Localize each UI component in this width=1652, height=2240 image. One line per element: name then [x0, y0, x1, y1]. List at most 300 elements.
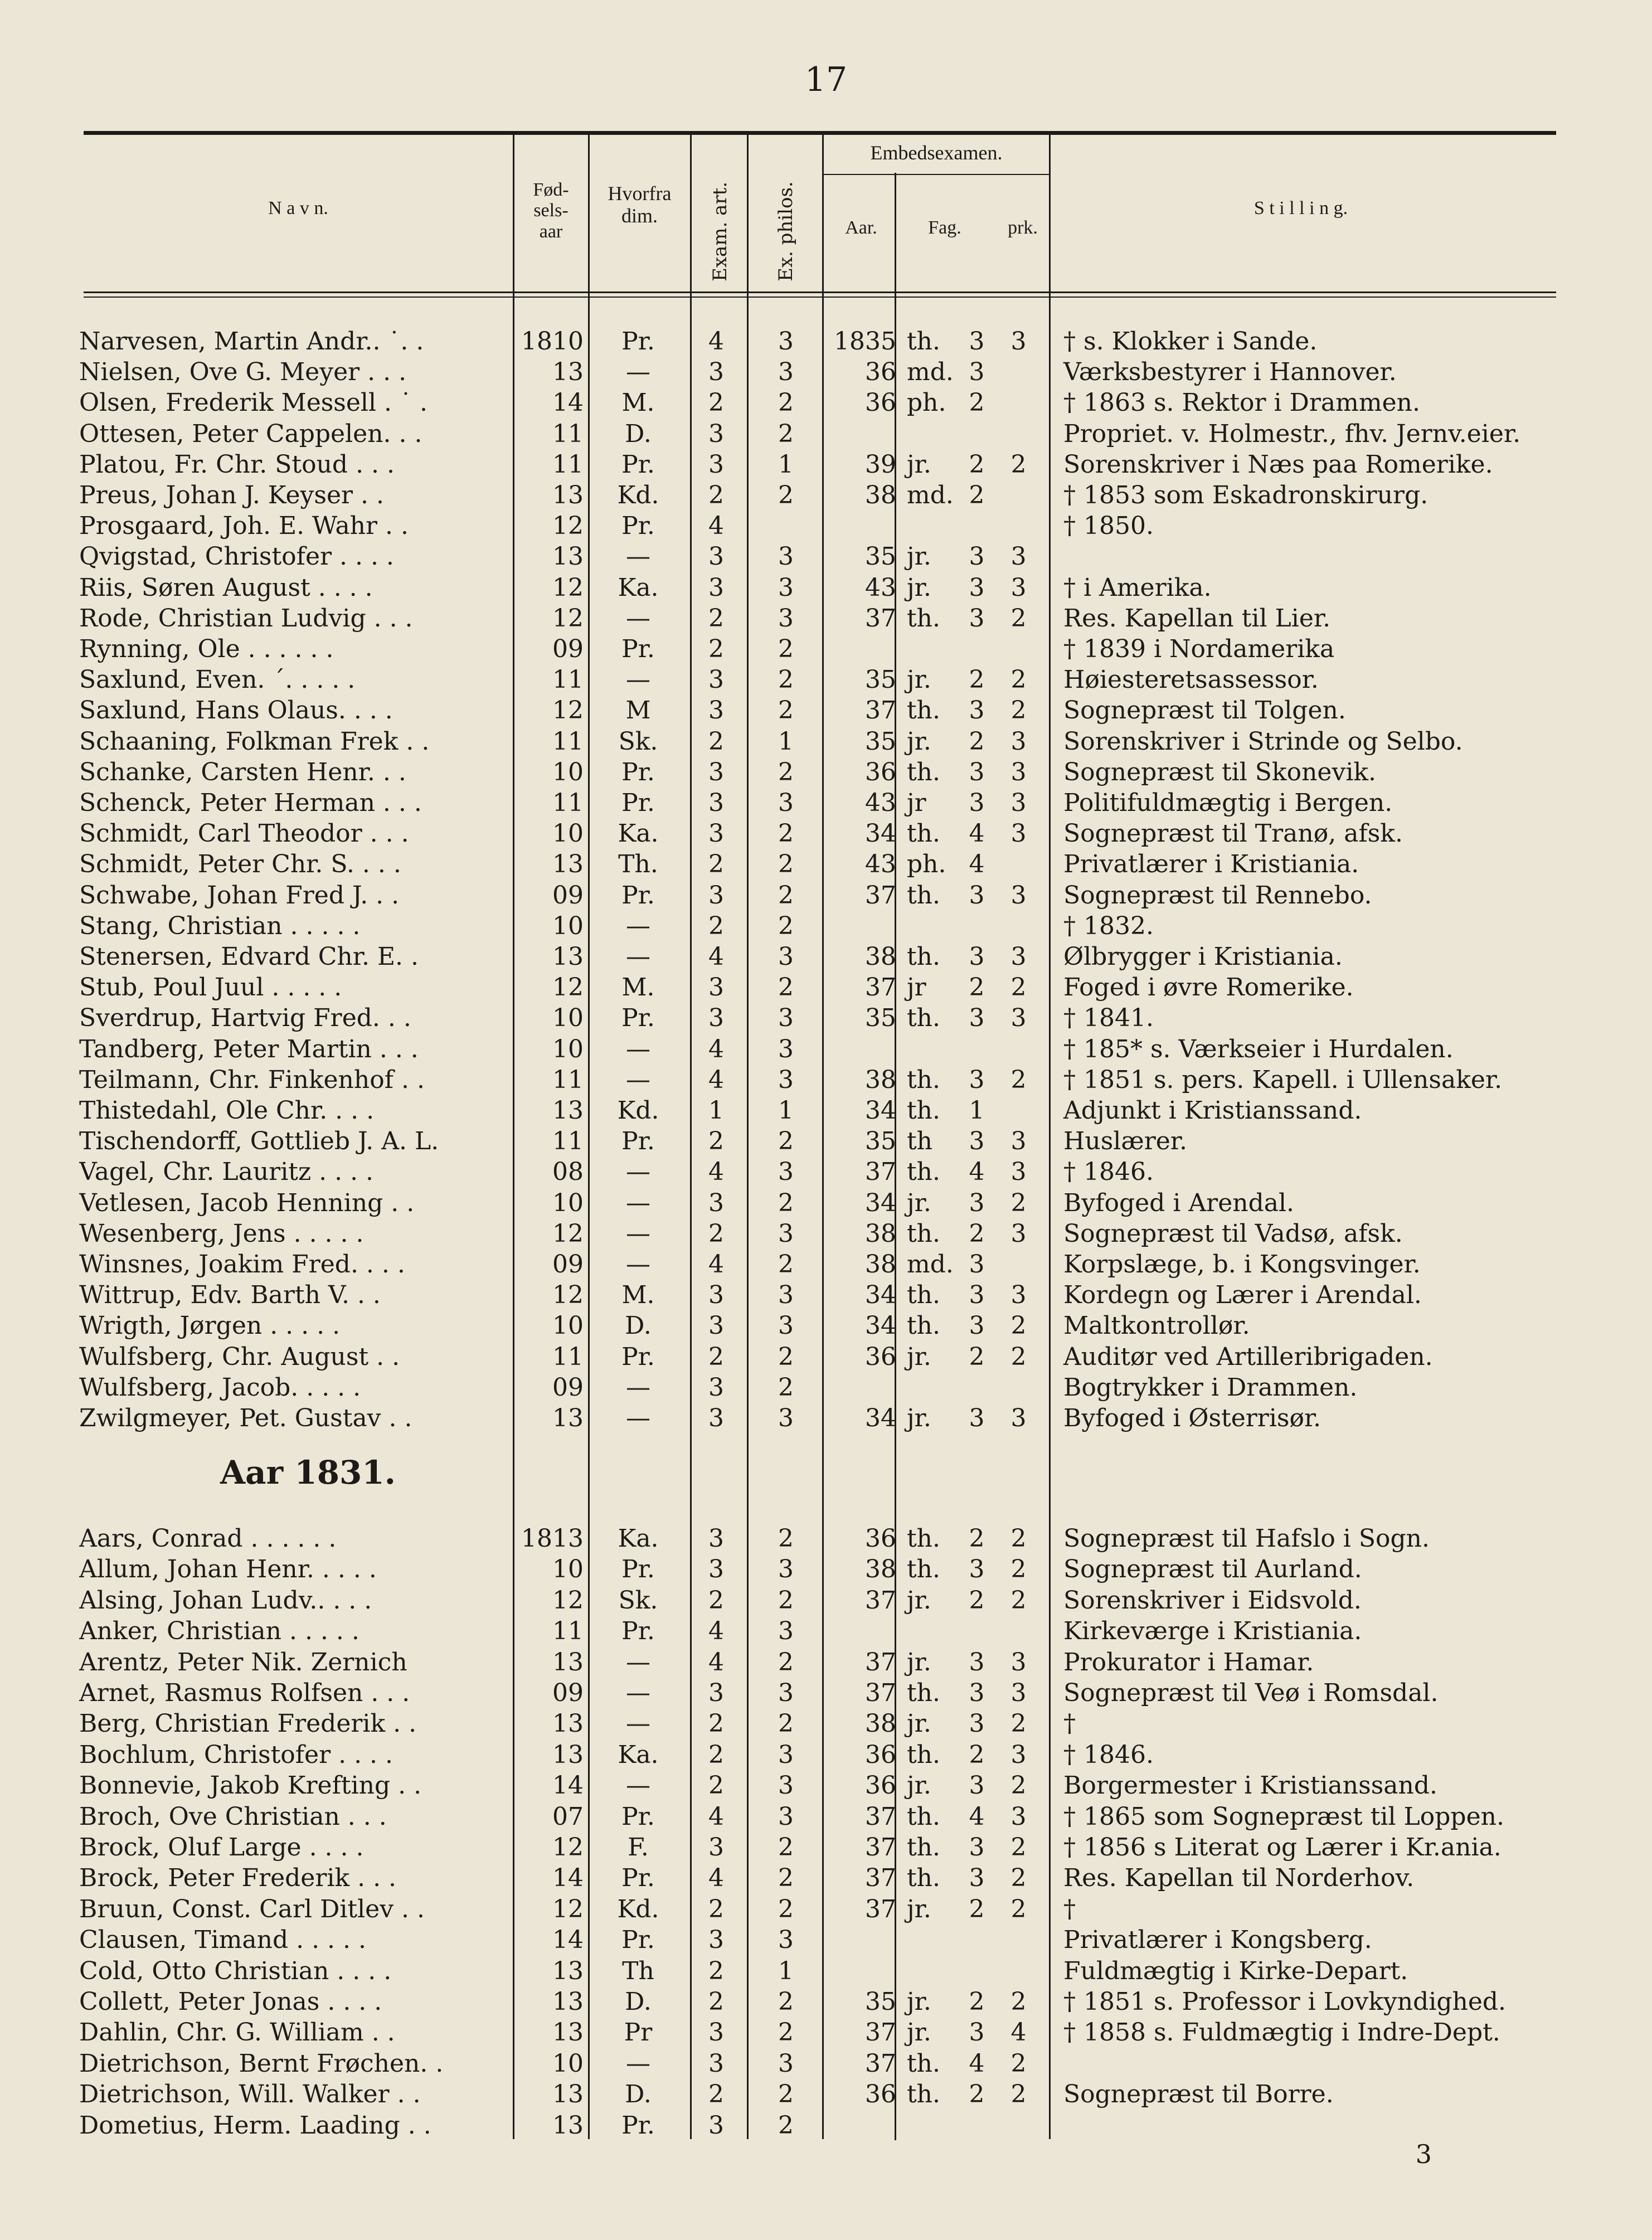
subject-cell: th — [907, 1127, 933, 1156]
grade-cell: 2 — [969, 1342, 985, 1371]
table-row — [0, 1095, 1652, 1126]
birth-year-cell: 10 — [552, 819, 584, 848]
prk-cell: 3 — [1010, 757, 1027, 786]
from-school-cell: Pr. — [621, 635, 655, 663]
position-cell: Sorenskriver i Eidsvold. — [1063, 1586, 1362, 1615]
from-school-cell: — — [626, 911, 650, 940]
name-cell: Wittrup, Edv. Barth V. . . — [79, 1281, 381, 1310]
table-row — [0, 480, 1652, 511]
ex-philos-cell: 3 — [778, 1158, 794, 1187]
exam-year-cell: 35 — [865, 1004, 896, 1033]
grade-cell: 3 — [969, 696, 985, 725]
prk-cell: 2 — [1010, 1065, 1027, 1094]
exam-year-cell: 38 — [865, 942, 896, 971]
grade-cell: 3 — [969, 1648, 985, 1677]
exam-art-cell: 4 — [708, 1617, 724, 1646]
ex-philos-cell: 3 — [778, 1311, 794, 1340]
subject-cell: jr. — [907, 1586, 931, 1615]
exam-art-cell: 4 — [708, 1864, 724, 1893]
table-row — [0, 1585, 1652, 1616]
subject-cell: md. — [907, 1250, 954, 1279]
from-school-cell: — — [626, 1648, 650, 1677]
name-cell: Schwabe, Johan Fred J. . . — [79, 881, 400, 910]
birth-year-cell: 12 — [552, 1833, 584, 1862]
exam-year-cell: 1835 — [834, 327, 896, 356]
subject-cell: th. — [907, 1833, 941, 1862]
exam-art-cell: 3 — [708, 1281, 724, 1310]
grade-cell: 3 — [969, 573, 985, 602]
grade-cell: 3 — [969, 1709, 985, 1738]
table-row — [0, 1986, 1652, 2018]
name-cell: Dometius, Herm. Laading . . — [79, 2111, 431, 2140]
birth-year-cell: 12 — [552, 604, 584, 633]
subject-cell: jr — [907, 973, 926, 1002]
table-row — [0, 1616, 1652, 1647]
ex-philos-cell: 1 — [778, 1096, 794, 1125]
exam-art-cell: 2 — [708, 635, 724, 663]
from-school-cell: M — [625, 696, 651, 725]
exam-art-cell: 2 — [708, 1894, 724, 1923]
position-cell: Bogtrykker i Drammen. — [1063, 1373, 1358, 1402]
grade-cell: 3 — [969, 1555, 985, 1584]
subject-cell: md. — [907, 481, 954, 509]
subject-cell: ph. — [907, 388, 946, 417]
exam-art-cell: 4 — [708, 1034, 724, 1063]
header-embedsexamen: Embedsexamen. — [870, 142, 1003, 164]
name-cell: Arentz, Peter Nik. Zernich — [79, 1648, 407, 1677]
exam-art-cell: 2 — [708, 1342, 724, 1371]
table-row — [0, 603, 1652, 634]
name-cell: Collett, Peter Jonas . . . . — [79, 1988, 382, 2016]
ex-philos-cell: 2 — [778, 2018, 794, 2047]
ex-philos-cell: 2 — [778, 1342, 794, 1371]
birth-year-cell: 10 — [552, 1188, 584, 1217]
exam-year-cell: 37 — [865, 696, 896, 725]
grade-cell: 3 — [969, 1127, 985, 1156]
grade-cell: 3 — [969, 1281, 985, 1310]
name-cell: Schmidt, Peter Chr. S. . . . — [79, 850, 401, 879]
ex-philos-cell: 3 — [778, 1004, 794, 1033]
birth-year-cell: 13 — [552, 358, 584, 387]
from-school-cell: M. — [621, 973, 655, 1002]
prk-cell: 3 — [1010, 1404, 1027, 1432]
birth-year-cell: 13 — [552, 2018, 584, 2047]
position-cell: Foged i øvre Romerike. — [1063, 973, 1354, 1002]
subject-cell: jr. — [907, 1709, 931, 1738]
subject-cell: th. — [907, 2080, 941, 2109]
subject-cell: th. — [907, 819, 941, 848]
grade-cell: 2 — [969, 1740, 985, 1769]
table-row — [0, 2017, 1652, 2048]
position-cell: Borgermester i Kristianssand. — [1063, 1771, 1437, 1800]
from-school-cell: Pr — [624, 2018, 653, 2047]
position-cell: Kordegn og Lærer i Arendal. — [1063, 1281, 1422, 1310]
table-row — [0, 941, 1652, 973]
table-row — [0, 1678, 1652, 1709]
position-cell: † 1865 som Sognepræst til Loppen. — [1063, 1802, 1504, 1831]
exam-art-cell: 2 — [708, 481, 724, 509]
from-school-cell: M. — [621, 388, 655, 417]
position-cell: † 1839 i Nordamerika — [1063, 635, 1335, 663]
grade-cell: 3 — [969, 942, 985, 971]
exam-year-cell: 36 — [865, 757, 896, 786]
birth-year-cell: 10 — [552, 2049, 584, 2078]
name-cell: Alsing, Johan Ludv.. . . . — [79, 1586, 372, 1615]
table-row — [0, 1523, 1652, 1554]
birth-year-cell: 12 — [552, 696, 584, 725]
exam-art-cell: 3 — [708, 789, 724, 817]
subject-cell: jr. — [907, 1342, 931, 1371]
subject-cell: jr. — [907, 2018, 931, 2047]
position-cell: † 1850. — [1063, 512, 1154, 541]
exam-art-cell: 3 — [708, 1311, 724, 1340]
from-school-cell: — — [626, 542, 650, 571]
exam-art-cell: 3 — [708, 881, 724, 910]
ex-philos-cell: 2 — [778, 1833, 794, 1862]
from-school-cell: — — [626, 1404, 650, 1432]
name-cell: Teilmann, Chr. Finkenhof . . — [79, 1065, 425, 1094]
name-cell: Saxlund, Even. ˊ. . . . . — [79, 665, 356, 694]
ex-philos-cell: 3 — [778, 1034, 794, 1063]
ex-philos-cell: 2 — [778, 2080, 794, 2109]
birth-year-cell: 13 — [552, 1740, 584, 1769]
grade-cell: 2 — [969, 1894, 985, 1923]
prk-cell: 2 — [1010, 1988, 1027, 2016]
name-cell: Schmidt, Carl Theodor . . . — [79, 819, 409, 848]
grade-cell: 3 — [969, 327, 985, 356]
prk-cell: 3 — [1010, 1648, 1027, 1677]
birth-year-cell: 12 — [552, 1219, 584, 1248]
ex-philos-cell: 2 — [778, 388, 794, 417]
birth-year-cell: 10 — [552, 1311, 584, 1340]
prk-cell: 3 — [1010, 727, 1027, 756]
name-cell: Saxlund, Hans Olaus. . . . — [79, 696, 393, 725]
prk-cell: 2 — [1010, 1864, 1027, 1893]
embedsexamen-rule — [824, 174, 1049, 175]
table-row — [0, 1126, 1652, 1157]
name-cell: Narvesen, Martin Andr.. ˙. . — [79, 327, 424, 356]
prk-cell: 2 — [1010, 1524, 1027, 1553]
ex-philos-cell: 2 — [778, 2111, 794, 2140]
table-row — [0, 511, 1652, 542]
from-school-cell: Pr. — [621, 757, 655, 786]
birth-year-cell: 09 — [552, 635, 584, 663]
exam-art-cell: 3 — [708, 757, 724, 786]
page-number-bottom: 3 — [1415, 2139, 1432, 2169]
grade-cell: 3 — [969, 757, 985, 786]
position-cell: † 1841. — [1063, 1004, 1154, 1033]
birth-year-cell: 13 — [552, 1648, 584, 1677]
ex-philos-cell: 2 — [778, 881, 794, 910]
position-cell: † s. Klokker i Sande. — [1063, 327, 1318, 356]
exam-year-cell: 38 — [865, 481, 896, 509]
birth-year-cell: 09 — [552, 1373, 584, 1402]
ex-philos-cell: 2 — [778, 1586, 794, 1615]
ex-philos-cell: 2 — [778, 911, 794, 940]
exam-year-cell: 34 — [865, 1281, 896, 1310]
name-cell: Wrigth, Jørgen . . . . . — [79, 1311, 341, 1340]
exam-art-cell: 4 — [708, 327, 724, 356]
table-row — [0, 1894, 1652, 1925]
exam-year-cell: 43 — [865, 850, 896, 879]
grade-cell: 3 — [969, 542, 985, 571]
exam-art-cell: 3 — [708, 2049, 724, 2078]
prk-cell: 2 — [1010, 696, 1027, 725]
from-school-cell: — — [626, 1034, 650, 1063]
ex-philos-cell: 3 — [778, 573, 794, 602]
header-aar: Aar. — [845, 217, 877, 238]
exam-year-cell: 36 — [865, 2080, 896, 2109]
ex-philos-cell: 2 — [778, 1127, 794, 1156]
position-cell: † 1858 s. Fuldmægtig i Indre-Dept. — [1063, 2018, 1500, 2047]
exam-year-cell: 34 — [865, 1188, 896, 1217]
table-row — [0, 1218, 1652, 1250]
exam-year-cell: 34 — [865, 1404, 896, 1432]
exam-year-cell: 36 — [865, 358, 896, 387]
position-cell: Sognepræst til Rennebo. — [1063, 881, 1372, 910]
name-cell: Tandberg, Peter Martin . . . — [79, 1034, 419, 1063]
table-row — [0, 1310, 1652, 1342]
ex-philos-cell: 3 — [778, 2049, 794, 2078]
ex-philos-cell: 3 — [778, 1281, 794, 1310]
from-school-cell: Th. — [618, 850, 658, 879]
ex-philos-cell: 3 — [778, 1404, 794, 1432]
birth-year-cell: 13 — [552, 942, 584, 971]
exam-art-cell: 1 — [708, 1096, 724, 1125]
table-row — [0, 2079, 1652, 2110]
grade-cell: 2 — [969, 1524, 985, 1553]
birth-year-cell: 1810 — [521, 327, 584, 356]
position-cell: Kirkeværge i Kristiania. — [1063, 1617, 1362, 1646]
ex-philos-cell: 3 — [778, 1740, 794, 1769]
prk-cell: 3 — [1010, 1740, 1027, 1769]
exam-year-cell: 35 — [865, 665, 896, 694]
position-cell: Værksbestyrer i Hannover. — [1063, 358, 1397, 387]
grade-cell: 3 — [969, 2018, 985, 2047]
from-school-cell: — — [626, 1188, 650, 1217]
position-cell: † 1853 som Eskadronskirurg. — [1063, 481, 1429, 509]
subject-cell: th. — [907, 327, 941, 356]
subject-cell: th. — [907, 696, 941, 725]
name-cell: Olsen, Frederik Messell . ˙ . — [79, 388, 428, 417]
position-cell: Sognepræst til Vadsø, afsk. — [1063, 1219, 1403, 1248]
header-ex-philos: Ex. philos. — [775, 181, 797, 281]
grade-cell: 3 — [969, 881, 985, 910]
position-cell: † 1863 s. Rektor i Drammen. — [1063, 388, 1420, 417]
grade-cell: 4 — [969, 1802, 985, 1831]
subject-cell: th. — [907, 1065, 941, 1094]
exam-art-cell: 3 — [708, 1555, 724, 1584]
name-cell: Dietrichson, Will. Walker . . — [79, 2080, 421, 2109]
name-cell: Bochlum, Christofer . . . . — [79, 1740, 393, 1769]
table-row — [0, 972, 1652, 1003]
exam-year-cell: 39 — [865, 450, 896, 479]
exam-year-cell: 34 — [865, 1096, 896, 1125]
exam-art-cell: 4 — [708, 1158, 724, 1187]
ex-philos-cell: 3 — [778, 1926, 794, 1955]
exam-year-cell: 43 — [865, 573, 896, 602]
prk-cell: 2 — [1010, 1555, 1027, 1584]
subject-cell: th. — [907, 1524, 941, 1553]
ex-philos-cell: 3 — [778, 789, 794, 817]
table-row — [0, 1770, 1652, 1801]
from-school-cell: — — [626, 1373, 650, 1402]
name-cell: Schaaning, Folkman Frek . . — [79, 727, 430, 756]
birth-year-cell: 11 — [552, 1342, 584, 1371]
exam-year-cell: 36 — [865, 1771, 896, 1800]
ex-philos-cell: 3 — [778, 1771, 794, 1800]
name-cell: Clausen, Timand . . . . . — [79, 1926, 366, 1955]
exam-art-cell: 3 — [708, 1373, 724, 1402]
grade-cell: 3 — [969, 1864, 985, 1893]
position-cell: † — [1063, 1894, 1076, 1923]
birth-year-cell: 12 — [552, 1894, 584, 1923]
prk-cell: 3 — [1010, 327, 1027, 356]
exam-year-cell: 36 — [865, 1524, 896, 1553]
birth-year-cell: 08 — [552, 1158, 584, 1187]
from-school-cell: Ka. — [618, 819, 659, 848]
grade-cell: 2 — [969, 727, 985, 756]
position-cell: Byfoged i Arendal. — [1063, 1188, 1295, 1217]
birth-year-cell: 11 — [552, 450, 584, 479]
name-cell: Vagel, Chr. Lauritz . . . . — [79, 1158, 374, 1187]
ex-philos-cell: 2 — [778, 481, 794, 509]
table-row — [0, 1403, 1652, 1434]
name-cell: Wulfsberg, Jacob. . . . . — [79, 1373, 361, 1402]
prk-cell: 2 — [1010, 604, 1027, 633]
exam-art-cell: 3 — [708, 1004, 724, 1033]
table-row — [0, 664, 1652, 696]
table-row — [0, 634, 1652, 665]
grade-cell: 3 — [969, 1188, 985, 1217]
name-cell: Arnet, Rasmus Rolfsen . . . — [79, 1679, 410, 1707]
name-cell: Rode, Christian Ludvig . . . — [79, 604, 413, 633]
position-cell: Sognepræst til Veø i Romsdal. — [1063, 1679, 1439, 1707]
exam-art-cell: 2 — [708, 911, 724, 940]
prk-cell: 4 — [1010, 2018, 1027, 2047]
from-school-cell: Pr. — [621, 1802, 655, 1831]
exam-art-cell: 2 — [708, 850, 724, 879]
subject-cell: jr. — [907, 665, 931, 694]
exam-year-cell: 37 — [865, 1894, 896, 1923]
table-row — [0, 419, 1652, 450]
from-school-cell: Pr. — [621, 1926, 655, 1955]
ex-philos-cell: 2 — [778, 1188, 794, 1217]
header-bottom-rule-1 — [84, 291, 1556, 293]
subject-cell: th. — [907, 1281, 941, 1310]
prk-cell: 2 — [1010, 1771, 1027, 1800]
name-cell: Ottesen, Peter Cappelen. . . — [79, 419, 422, 448]
exam-art-cell: 3 — [708, 665, 724, 694]
from-school-cell: Pr. — [621, 327, 655, 356]
ex-philos-cell: 3 — [778, 604, 794, 633]
birth-year-cell: 10 — [552, 1555, 584, 1584]
exam-art-cell: 3 — [708, 1679, 724, 1707]
table-row — [0, 818, 1652, 849]
table-row — [0, 1554, 1652, 1585]
exam-art-cell: 3 — [708, 450, 724, 479]
table-row — [0, 1956, 1652, 1987]
from-school-cell: Kd. — [617, 1096, 659, 1125]
exam-art-cell: 3 — [708, 419, 724, 448]
from-school-cell: Kd. — [617, 481, 659, 509]
position-cell: Propriet. v. Holmestr., fhv. Jernv.eier. — [1063, 419, 1521, 448]
prk-cell: 2 — [1010, 1894, 1027, 1923]
header-stilling: S t i l l i n g. — [1253, 198, 1348, 218]
table-row — [0, 2110, 1652, 2141]
position-cell: Auditør ved Artilleribrigaden. — [1063, 1342, 1433, 1371]
from-school-cell: Ka. — [618, 1524, 659, 1553]
name-cell: Winsnes, Joakim Fred. . . . — [79, 1250, 405, 1279]
from-school-cell: Pr. — [621, 1864, 655, 1893]
exam-year-cell: 37 — [865, 2018, 896, 2047]
position-cell: Adjunkt i Kristianssand. — [1063, 1096, 1362, 1125]
birth-year-cell: 09 — [552, 1250, 584, 1279]
subject-cell: th. — [907, 1679, 941, 1707]
name-cell: Thistedahl, Ole Chr. . . . — [79, 1096, 375, 1125]
birth-year-cell: 14 — [552, 1864, 584, 1893]
position-cell: † — [1063, 1709, 1076, 1738]
exam-year-cell: 37 — [865, 1679, 896, 1707]
prk-cell: 2 — [1010, 1188, 1027, 1217]
birth-year-cell: 11 — [552, 1127, 584, 1156]
exam-art-cell: 3 — [708, 1188, 724, 1217]
table-row — [0, 387, 1652, 419]
position-cell: † 1856 s Literat og Lærer i Kr.ania. — [1063, 1833, 1502, 1862]
position-cell: Sorenskriver i Næs paa Romerike. — [1063, 450, 1493, 479]
ex-philos-cell: 1 — [778, 1956, 794, 1985]
from-school-cell: Ka. — [618, 1740, 659, 1769]
table-row — [0, 357, 1652, 388]
table-row — [0, 326, 1652, 357]
subject-cell: th. — [907, 1802, 941, 1831]
birth-year-cell: 1813 — [521, 1524, 584, 1553]
prk-cell: 2 — [1010, 973, 1027, 1002]
exam-year-cell: 37 — [865, 1833, 896, 1862]
subject-cell: th. — [907, 757, 941, 786]
exam-year-cell: 37 — [865, 881, 896, 910]
exam-art-cell: 4 — [708, 942, 724, 971]
name-cell: Broch, Ove Christian . . . — [79, 1802, 387, 1831]
birth-year-cell: 10 — [552, 757, 584, 786]
ex-philos-cell: 2 — [778, 1988, 794, 2016]
grade-cell: 3 — [969, 1833, 985, 1862]
table-row — [0, 1034, 1652, 1065]
birth-year-cell: 13 — [552, 1956, 584, 1985]
grade-cell: 2 — [969, 481, 985, 509]
subject-cell: th. — [907, 942, 941, 971]
prk-cell: 3 — [1010, 1158, 1027, 1187]
page-number-top: 17 — [804, 60, 848, 99]
grade-cell: 2 — [969, 2080, 985, 2109]
exam-year-cell: 38 — [865, 1065, 896, 1094]
prk-cell: 3 — [1010, 1281, 1027, 1310]
ex-philos-cell: 3 — [778, 1679, 794, 1707]
subject-cell: th. — [907, 1740, 941, 1769]
grade-cell: 3 — [969, 1404, 985, 1432]
grade-cell: 3 — [969, 1679, 985, 1707]
position-cell: Fuldmægtig i Kirke-Depart. — [1063, 1956, 1408, 1985]
subject-cell: jr. — [907, 573, 931, 602]
exam-year-cell: 37 — [865, 1586, 896, 1615]
birth-year-cell: 13 — [552, 850, 584, 879]
prk-cell: 3 — [1010, 819, 1027, 848]
subject-cell: jr. — [907, 450, 931, 479]
grade-cell: 4 — [969, 850, 985, 879]
exam-art-cell: 4 — [708, 512, 724, 541]
position-cell: Sognepræst til Hafslo i Sogn. — [1063, 1524, 1430, 1553]
birth-year-cell: 12 — [552, 1586, 584, 1615]
